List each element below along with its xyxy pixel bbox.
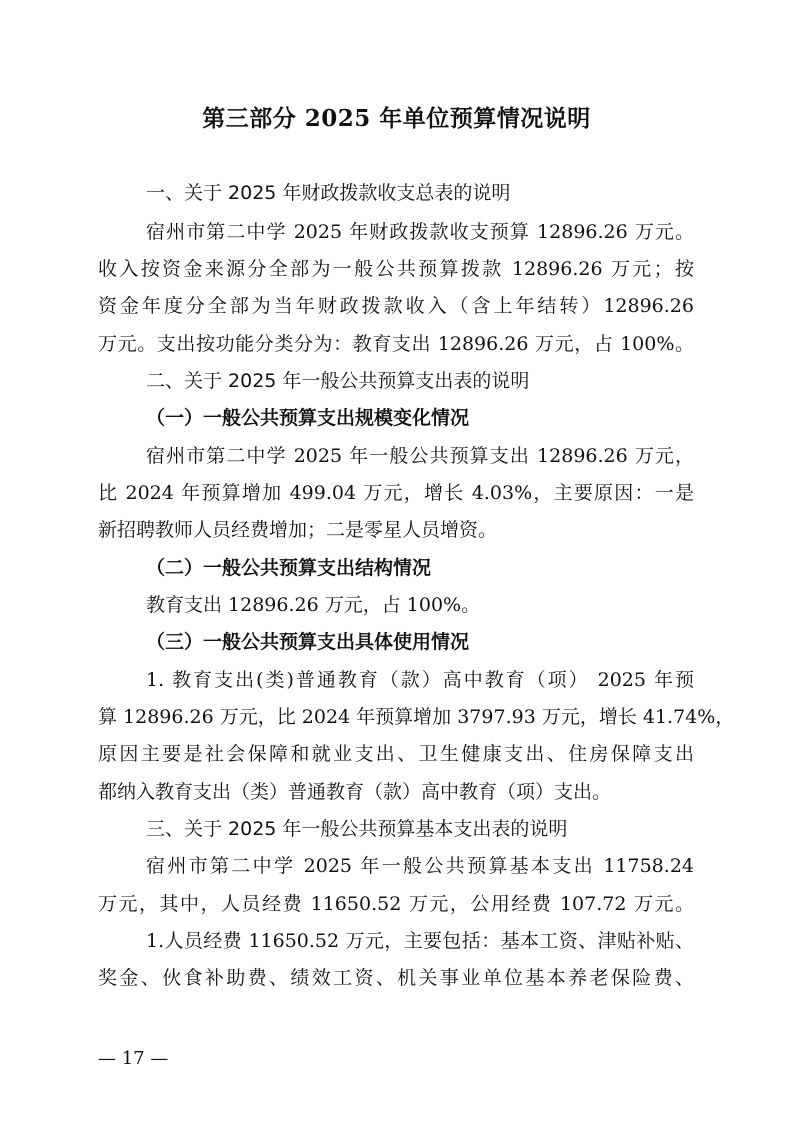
paragraph-line: 算 12896.26 万元，比 2024 年预算增加 3797.93 万元，增长 41.74%， [98,706,735,728]
page-number: — 17 — [98,1048,169,1069]
subsection-heading: （一）一般公共预算支出规模变化情况 [146,407,470,429]
subsection-heading: （二）一般公共预算支出结构情况 [146,557,432,579]
paragraph-line: 教育支出 12896.26 万元，占 100%。 [146,594,481,616]
section-heading-1: 一、关于 2025 年财政拨款收支总表的说明 [146,182,511,204]
paragraph-line: 资金年度分全部为当年财政拨款收入（含上年结转）12896.26 [98,295,694,317]
paragraph-line: 奖金、伙食补助费、绩效工资、机关事业单位基本养老保险费、 [98,967,694,989]
subsection-heading: （三）一般公共预算支出具体使用情况 [146,631,470,653]
paragraph-line: 新招聘教师人员经费增加；二是零星人员增资。 [98,519,498,541]
paragraph-line: 宿州市第二中学 2025 年一般公共预算基本支出 11758.24 [146,855,694,877]
paragraph-line: 比 2024 年预算增加 499.04 万元，增长 4.03%，主要原因：一是 [98,482,694,504]
paragraph-line: 都纳入教育支出（类）普通教育（款）高中教育（项）支出。 [98,781,612,803]
page-title: 第三部分 2025 年单位预算情况说明 [202,105,591,132]
paragraph-line: 万元，其中，人员经费 11650.52 万元，公用经费 107.72 万元。 [98,893,694,915]
paragraph-line: 1.人员经费 11650.52 万元，主要包括：基本工资、津贴补贴、 [146,930,694,952]
paragraph-line: 收入按资金来源分全部为一般公共预算拨款 12896.26 万元；按 [98,258,694,280]
paragraph-line: 宿州市第二中学 2025 年财政拨款收支预算 12896.26 万元。 [146,221,694,243]
paragraph-line: 1. 教育支出(类)普通教育（款）高中教育（项） 2025 年预 [146,669,694,691]
paragraph-line: 万元。支出按功能分类分为：教育支出 12896.26 万元，占 100%。 [98,333,694,355]
paragraph-line: 宿州市第二中学 2025 年一般公共预算支出 12896.26 万元， [146,445,694,467]
paragraph-line: 原因主要是社会保障和就业支出、卫生健康支出、住房保障支出 [98,743,694,765]
section-heading-2: 二、关于 2025 年一般公共预算支出表的说明 [146,370,530,392]
section-heading-3: 三、关于 2025 年一般公共预算基本支出表的说明 [146,818,568,840]
